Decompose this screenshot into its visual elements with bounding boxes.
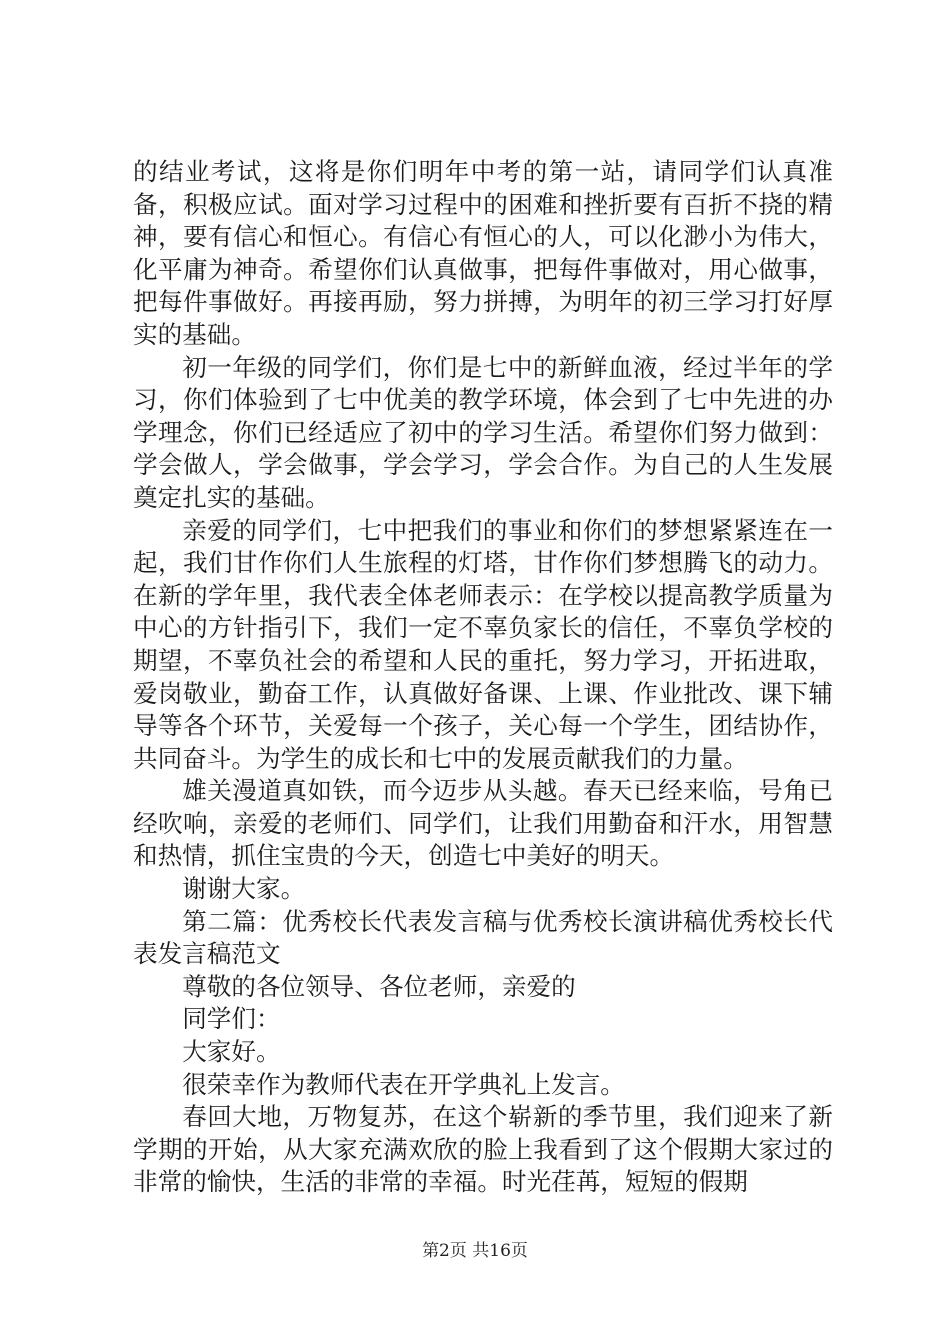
- paragraph-3: 亲爱的同学们，七中把我们的事业和你们的梦想紧紧连在一起，我们甘作你们人生旅程的灯塔，甘作你们梦想腾飞的动力。在新的学年里，我代表全体老师表示：在学校以提高教学质量为中心的方针指引下，我们一定不辜负家长的信任，不辜负学校的期望，不辜负社会的希望和人民的重托，努力学习，开拓进取，爱岗敬业，勤奋工作，认真做好备课、上课、作业批改、课下辅导等各个环节，关爱每一个孩子，关心每一个学生，团结协作，共同奋斗。为学生的成长和七中的发展贡献我们的力量。: [133, 515, 833, 773]
- salutation-line-2: 同学们：: [182, 1004, 281, 1034]
- paragraph-2: 初一年级的同学们，你们是七中的新鲜血液，经过半年的学习，你们体验到了七中优美的教学环境，体会到了七中先进的办学理念，你们已经适应了初中的学习生活。希望你们努力做到：学会做人，学会做事，学会学习，学会合作。为自己的人生发展奠定扎实的基础。: [133, 352, 833, 512]
- paragraph-10: 很荣幸作为教师代表在开学典礼上发言。: [182, 1069, 625, 1099]
- paragraph-5: 谢谢大家。: [182, 874, 306, 904]
- salutation-line-1: 尊敬的各位领导、各位老师，亲爱的: [182, 971, 576, 1001]
- document-body: [133, 156, 833, 1199]
- paragraph-4: 雄关漫道真如铁，而今迈步从头越。春天已经来临，号角已经吹响，亲爱的老师们、同学们，让我们用勤奋和汗水，用智慧和热情，抓住宝贵的今天，创造七中美好的明天。: [133, 776, 833, 871]
- paragraph-1: 的结业考试，这将是你们明年中考的第一站，请同学们认真准备，积极应试。面对学习过程中的困难和挫折要有百折不挠的精神，要有信心和恒心。有信心有恒心的人，可以化渺小为伟大，化平庸为神奇。希望你们认真做事，把每件事做对，用心做事，把每件事做好。再接再励，努力拼搏，为明年的初三学习打好厚实的基础。: [133, 157, 833, 349]
- paragraph-11: 春回大地，万物复苏，在这个崭新的季节里，我们迎来了新学期的开始，从大家充满欢欣的脸上我看到了这个假期大家过的非常的愉快，生活的非常的幸福。时光荏苒，短短的假期: [133, 1102, 833, 1197]
- greeting: 大家好。: [182, 1037, 281, 1067]
- page-number-footer: 第2页 共16页: [422, 1241, 528, 1261]
- section-heading: 第二篇：优秀校长代表发言稿与优秀校长演讲稿优秀校长代表发言稿范文: [133, 906, 833, 969]
